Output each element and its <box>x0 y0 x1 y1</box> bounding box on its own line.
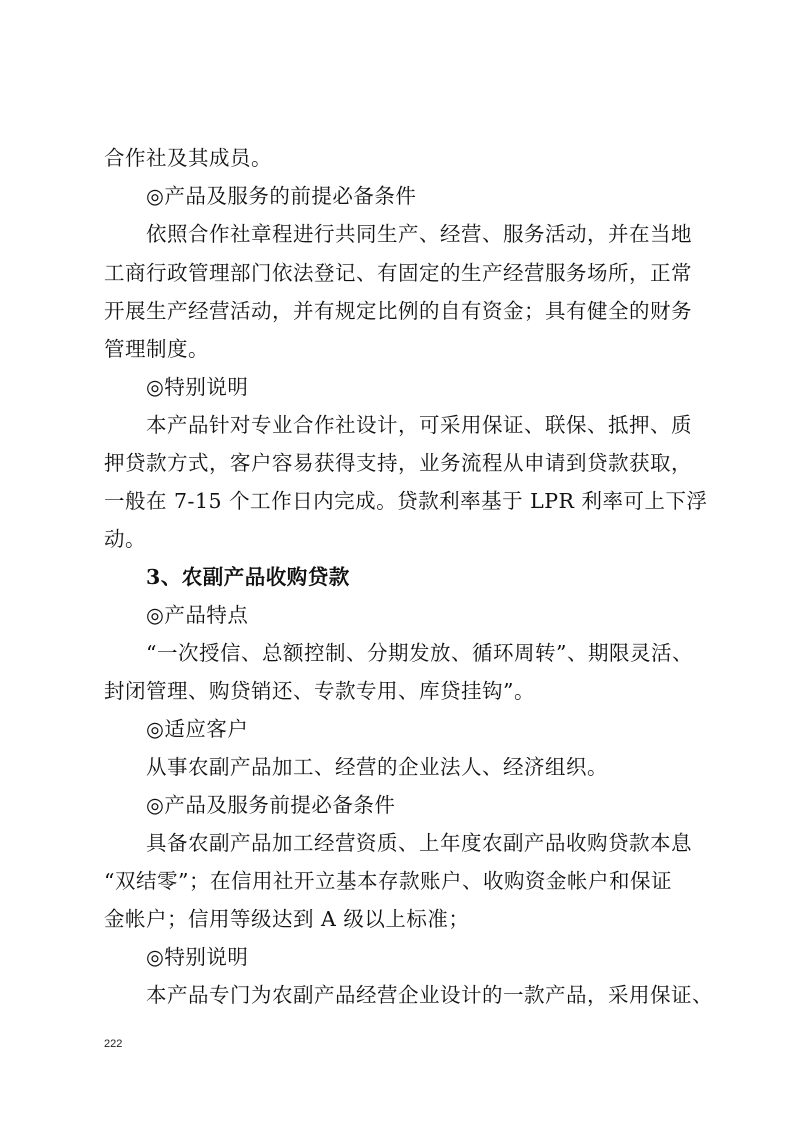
paragraph-line: 开展生产经营活动，并有规定比例的自有资金；具有健全的财务 <box>104 299 692 323</box>
paragraph-line: 依照合作社章程进行共同生产、经营、服务活动，并在当地 <box>146 222 692 246</box>
section-marker-special-notes: ◎特别说明 <box>146 375 249 399</box>
section-marker-prerequisites: ◎产品及服务的前提必备条件 <box>146 184 417 208</box>
paragraph-line: 押贷款方式，客户容易获得支持，业务流程从申请到贷款获取， <box>104 451 692 475</box>
paragraph-line: “一次授信、总额控制、分期发放、循环周转”、期限灵活、 <box>146 641 693 665</box>
paragraph-line: 封闭管理、购贷销还、专款专用、库贷挂钩”。 <box>104 679 535 703</box>
paragraph-line: 动。 <box>104 527 146 551</box>
paragraph-line: 工商行政管理部门依法登记、有固定的生产经营服务场所，正常 <box>104 261 692 285</box>
section-marker-prerequisites: ◎产品及服务前提必备条件 <box>146 793 396 817</box>
section-heading: 3、农副产品收购贷款 <box>146 565 350 589</box>
paragraph-line: 本产品专门为农副产品经营企业设计的一款产品，采用保证、 <box>146 983 713 1007</box>
paragraph-line: 管理制度。 <box>104 337 209 361</box>
section-marker-features: ◎产品特点 <box>146 603 249 627</box>
section-marker-customers: ◎适应客户 <box>146 717 249 741</box>
section-marker-special-notes: ◎特别说明 <box>146 945 249 969</box>
paragraph-line: 具备农副产品加工经营资质、上年度农副产品收购贷款本息 <box>146 831 692 855</box>
page-number: 222 <box>104 1038 123 1050</box>
paragraph-line: 合作社及其成员。 <box>104 146 272 170</box>
paragraph-line: 金帐户；信用等级达到 A 级以上标准； <box>104 907 470 931</box>
paragraph-line: 一般在 7-15 个工作日内完成。贷款利率基于 LPR 利率可上下浮 <box>104 489 708 513</box>
paragraph-line: “双结零”；在信用社开立基本存款账户、收购资金帐户和保证 <box>104 869 672 893</box>
paragraph-line: 本产品针对专业合作社设计，可采用保证、联保、抵押、质 <box>146 413 692 437</box>
paragraph-line: 从事农副产品加工、经营的企业法人、经济组织。 <box>146 755 608 779</box>
